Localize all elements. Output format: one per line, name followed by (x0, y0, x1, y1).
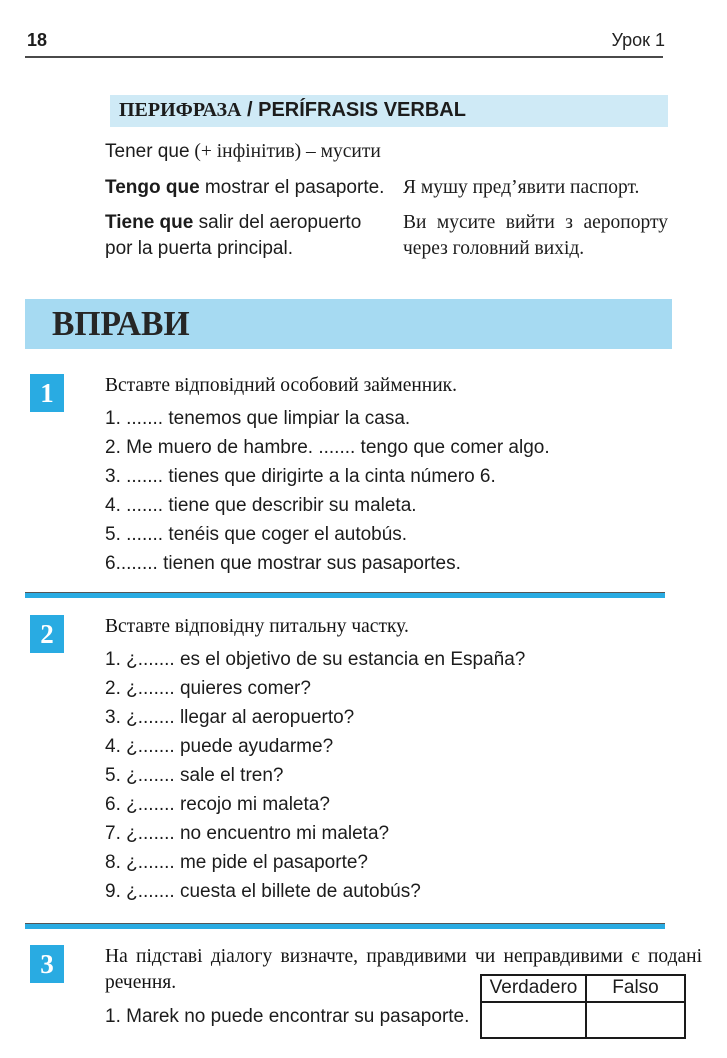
example-ukrainian-line: через головний вихід. (403, 238, 585, 259)
exercise-item: 5. ¿....... sale el tren? (105, 765, 284, 786)
true-false-table (480, 974, 686, 1039)
exercises-banner (25, 299, 672, 349)
instruction-line: речення. (105, 972, 177, 993)
table-header-falso: Falso (586, 975, 685, 1002)
exercise-item: 4. ¿....... puede ayudarme? (105, 736, 334, 757)
exercise-body (105, 373, 700, 578)
exercise-number-badge: 1 (30, 374, 64, 412)
table-answer-row (481, 1002, 685, 1038)
example-spanish-bold: Tiene que (105, 212, 194, 233)
lesson-label: Урок 1 (611, 30, 665, 50)
pattern-ukrainian: (+ інфінітив) – мусити (189, 141, 381, 162)
exercise-body (105, 614, 700, 906)
grammar-section (105, 95, 668, 262)
exercise-item: 3. ....... tienes que dirigirte a la cinta número 6. (105, 466, 496, 487)
exercise-item: 6. ¿....... recojo mi maleta? (105, 794, 330, 815)
page-number: 18 (27, 30, 48, 50)
section-divider (25, 592, 665, 598)
exercise-item: 2. ¿....... quieres comer? (105, 678, 311, 699)
grammar-title (110, 95, 668, 127)
table-header-row (481, 975, 685, 1002)
exercise-instruction: Вставте відповідний особовий займенник. (105, 375, 458, 396)
grammar-pattern (105, 141, 668, 163)
exercise-item: 9. ¿....... cuesta el billete de autobús? (105, 881, 421, 902)
exercise-item: 3. ¿....... llegar al aeropuerto? (105, 707, 355, 728)
exercise-number-badge: 3 (30, 945, 64, 983)
instruction-line: На підставі діалогу визначте, правдивими чи неправдивими є подані (105, 946, 702, 967)
exercise-item: 5. ....... tenéis que coger el autobús. (105, 524, 408, 545)
exercise-item: 7. ¿....... no encuentro mi maleta? (105, 823, 390, 844)
exercise-instruction: Вставте відповідну питальну частку. (105, 616, 409, 637)
exercises-banner-label: ВПРАВИ (52, 304, 190, 343)
example-spanish (105, 210, 393, 262)
pattern-spanish: Tener que (105, 141, 190, 162)
exercise-item: 8. ¿....... me pide el pasaporte? (105, 852, 368, 873)
section-divider (25, 923, 665, 929)
grammar-title-ukrainian: ПЕРИФРАЗА (119, 99, 242, 121)
answer-cell-verdadero (481, 1002, 586, 1038)
page-header (27, 30, 665, 51)
example-spanish-bold: Tengo que (105, 177, 200, 198)
header-rule (25, 56, 663, 58)
exercise-2 (0, 614, 727, 906)
exercise-3 (0, 944, 727, 1031)
exercise-item: 1. Marek no puede encontrar su pasaporte. (105, 1006, 470, 1027)
example-ukrainian-line: Ви мусите вийти з аеропорту (403, 212, 668, 233)
answer-cell-falso (586, 1002, 685, 1038)
exercise-item: 1. ....... tenemos que limpiar la casa. (105, 408, 411, 429)
example-row (105, 210, 668, 262)
example-row (105, 175, 668, 201)
example-ukrainian (403, 210, 668, 262)
example-spanish-rest: mostrar el pasaporte. (199, 177, 385, 198)
example-ukrainian-line: Я мушу пред’явити паспорт. (403, 177, 640, 198)
exercise-item: 1. ¿....... es el objetivo de su estancia en España? (105, 649, 526, 670)
grammar-title-spanish: / PERÍFRASIS VERBAL (241, 99, 466, 121)
example-spanish-rest: salir del aeropuerto por la puerta principal. (105, 212, 362, 259)
exercise-item: 6........ tienen que mostrar sus pasaportes. (105, 553, 461, 574)
exercise-number-badge: 2 (30, 615, 64, 653)
grammar-examples (105, 175, 668, 262)
table-header-verdadero: Verdadero (481, 975, 586, 1002)
exercise-item: 2. Me muero de hambre. ....... tengo que comer algo. (105, 437, 550, 458)
exercise-item: 4. ....... tiene que describir su maleta. (105, 495, 417, 516)
example-ukrainian (403, 175, 668, 201)
example-spanish (105, 175, 393, 201)
exercise-1 (0, 373, 727, 578)
